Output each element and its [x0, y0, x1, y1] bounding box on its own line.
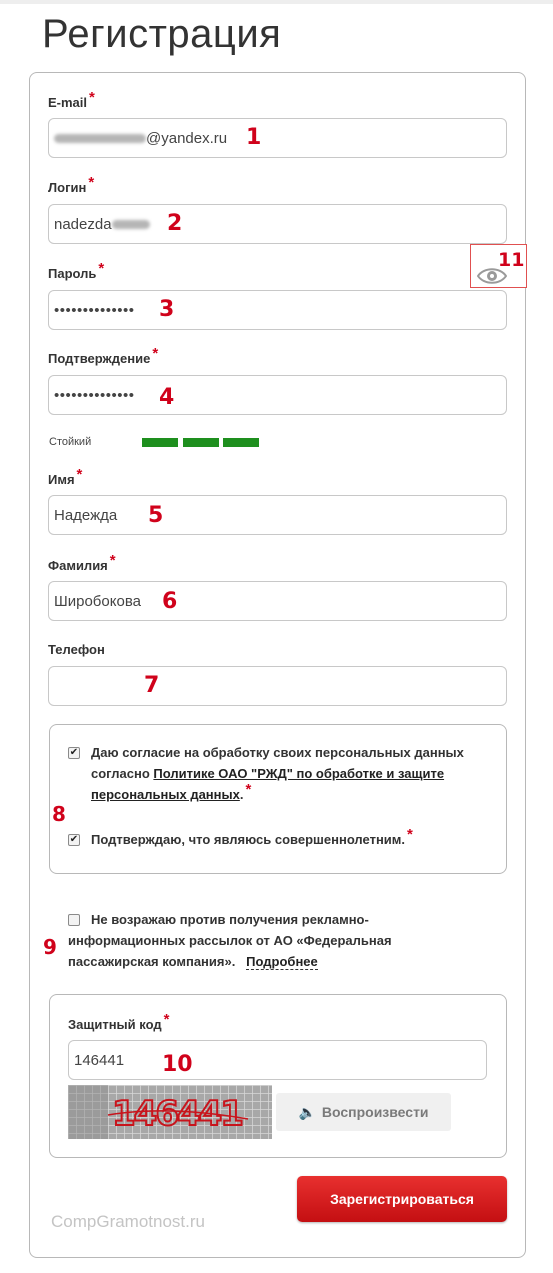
- newsletter-more-link[interactable]: Подробнее: [246, 954, 318, 969]
- last-name-label: Фамилия *: [48, 552, 116, 573]
- annotation-6: 6: [162, 589, 178, 614]
- speaker-icon: 🔈: [298, 1103, 316, 1120]
- captcha-image: [68, 1085, 272, 1139]
- personal-data-consent-text: Даю согласие на обработку своих персональных данных согласно Политике ОАО "РЖД" по обработке и защите персональных данных. *: [91, 745, 464, 802]
- newsletter-text: Не возражаю против получения рекламно-информационных рассылок от АО «Федеральная пассажирская компания». Подробнее: [68, 912, 392, 969]
- password-field[interactable]: [48, 290, 507, 330]
- phone-field[interactable]: [48, 666, 507, 706]
- password-label: Пароль *: [48, 260, 105, 281]
- strength-bar-2: [183, 438, 219, 447]
- confirm-value: ••••••••••••••: [54, 386, 135, 404]
- checkmark-icon: ✔: [69, 747, 79, 758]
- checkmark-icon: ✔: [69, 834, 79, 845]
- annotation-1: 1: [246, 125, 262, 150]
- annotation-4: 4: [159, 385, 175, 410]
- annotation-5: 5: [148, 503, 164, 528]
- login-label: Логин *: [48, 174, 95, 195]
- email-value: @yandex.ru: [146, 129, 228, 147]
- privacy-policy-link[interactable]: Политике ОАО "РЖД" по обработке и защите персональных данных: [91, 766, 445, 802]
- phone-label: Телефон: [48, 642, 105, 657]
- captcha-value: 146441: [74, 1051, 125, 1069]
- annotation-2: 2: [167, 211, 183, 236]
- adult-confirm-text: Подтверждаю, что являюсь совершеннолетним. *: [91, 826, 413, 847]
- play-captcha-button[interactable]: [276, 1093, 451, 1131]
- captcha-image-text: 146441: [112, 1094, 242, 1134]
- annotation-8: 8: [52, 802, 66, 826]
- captcha-field[interactable]: [68, 1040, 487, 1080]
- last-name-value: Широбокова: [54, 592, 141, 610]
- password-value: ••••••••••••••: [54, 301, 135, 319]
- annotation-9: 9: [43, 935, 57, 959]
- email-redacted: [54, 134, 146, 143]
- annotation-11: 11: [498, 249, 525, 271]
- strength-bar-3: [223, 438, 259, 447]
- first-name-label: Имя *: [48, 466, 83, 487]
- first-name-field[interactable]: [48, 495, 507, 535]
- annotation-3: 3: [159, 297, 175, 322]
- confirm-label: Подтверждение *: [48, 345, 159, 366]
- strength-bar-1: [142, 438, 178, 447]
- register-button[interactable]: Зарегистрироваться: [297, 1176, 507, 1222]
- login-field[interactable]: [48, 204, 507, 244]
- play-captcha-label: Воспроизвести: [321, 1104, 429, 1120]
- eye-icon[interactable]: [477, 266, 507, 291]
- page-title: Регистрация: [42, 12, 282, 56]
- login-value: nadezda: [54, 215, 112, 233]
- last-name-field[interactable]: [48, 581, 507, 621]
- password-strength-label: Стойкий: [49, 436, 92, 448]
- watermark: CompGramotnost.ru: [51, 1212, 205, 1231]
- confirm-password-field[interactable]: [48, 375, 507, 415]
- email-label: E-mail *: [48, 89, 95, 110]
- first-name-value: Надежда: [54, 506, 118, 524]
- top-border: [0, 0, 553, 4]
- annotation-10: 10: [162, 1052, 193, 1077]
- login-redacted: [112, 220, 150, 229]
- captcha-label: Защитный код *: [68, 1011, 170, 1032]
- annotation-7: 7: [144, 673, 160, 698]
- personal-data-checkbox[interactable]: [68, 747, 80, 759]
- adult-checkbox[interactable]: [68, 834, 80, 846]
- email-field[interactable]: [48, 118, 507, 158]
